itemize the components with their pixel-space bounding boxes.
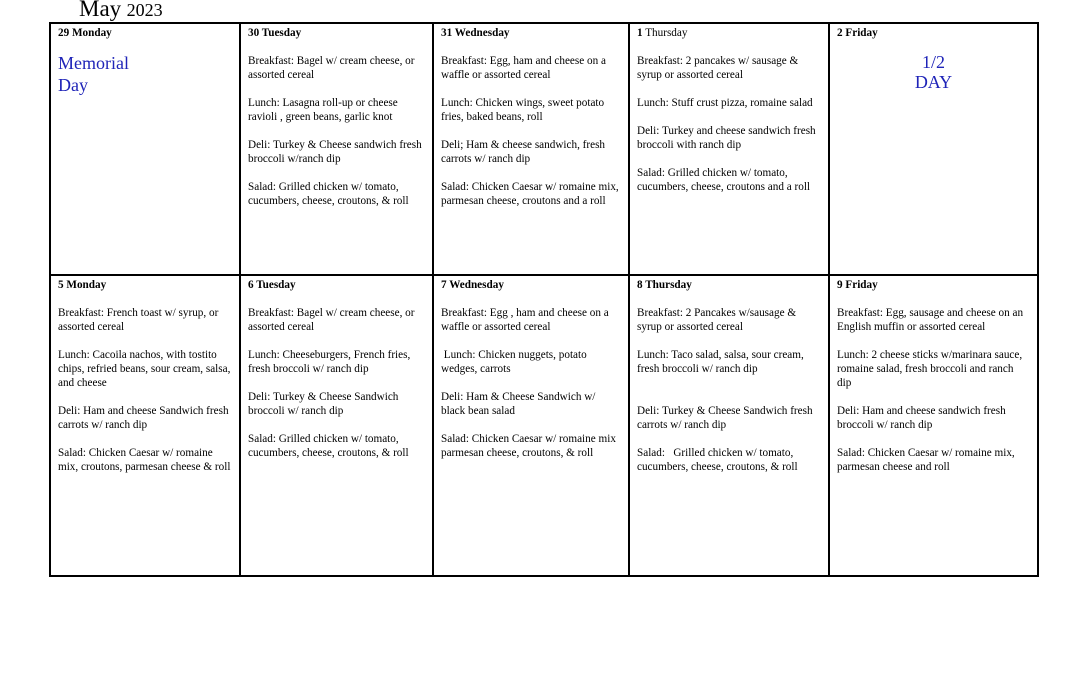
day-cell-9 (829, 275, 1038, 576)
breakfast-item: Breakfast: 2 pancakes w/ sausage & syrup or assorted cereal (637, 55, 799, 81)
day-cell-7 (433, 275, 629, 576)
deli-item: Deli: Turkey & Cheese Sandwich broccoli w/ ranch dip (248, 391, 399, 417)
salad-item: Salad: Chicken Caesar w/ romaine mix, parmesan cheese and roll (837, 447, 1015, 473)
menu-calendar (49, 22, 1039, 577)
title-month: May (79, 0, 122, 21)
day-header: 29 Monday (58, 27, 112, 39)
day-header: 7 Wednesday (441, 279, 504, 291)
deli-item: Deli: Ham & Cheese Sandwich w/ black bean salad (441, 391, 596, 417)
breakfast-item: Breakfast: 2 Pancakes w/sausage & syrup or assorted cereal (637, 307, 797, 333)
lunch-item: Lunch: Lasagna roll-up or cheese ravioli , green beans, garlic knot (248, 97, 398, 123)
salad-item: Salad: Chicken Caesar w/ romaine mix parmesan cheese, croutons, & roll (441, 433, 616, 459)
day-cell-2 (829, 23, 1038, 275)
breakfast-item: Breakfast: French toast w/ syrup, or assorted cereal (58, 307, 219, 333)
lunch-item: Lunch: Cheeseburgers, French fries, fresh broccoli w/ ranch dip (248, 349, 411, 375)
day-header: 8 Thursday (637, 279, 692, 291)
lunch-item: Lunch: Chicken nuggets, potato wedges, carrots (441, 349, 590, 375)
salad-item: Salad: Grilled chicken w/ tomato, cucumbers, cheese, croutons, & roll (248, 181, 409, 207)
lunch-item: Lunch: Cacoila nachos, with tostito chips, refried beans, sour cream, salsa, and cheese (58, 349, 231, 389)
day-cell-30 (240, 23, 433, 275)
breakfast-item: Breakfast: Egg, ham and cheese on a waffle or assorted cereal (441, 55, 606, 81)
salad-item: Salad: Chicken Caesar w/ romaine mix, parmesan cheese, croutons and a roll (441, 181, 619, 207)
deli-item: Deli: Turkey and cheese sandwich fresh broccoli with ranch dip (637, 125, 816, 151)
day-header: 6 Tuesday (248, 279, 296, 291)
salad-item: Salad: Grilled chicken w/ tomato, cucumbers, cheese, croutons, & roll (248, 433, 409, 459)
breakfast-item: Breakfast: Egg, sausage and cheese on an English muffin or assorted cereal (837, 307, 1024, 333)
breakfast-item: Breakfast: Egg , ham and cheese on a waffle or assorted cereal (441, 307, 609, 333)
page-title (79, 0, 163, 23)
holiday-label: Memorial Day (58, 53, 129, 95)
week-row (50, 23, 1038, 275)
deli-item: Deli: Turkey & Cheese sandwich fresh broccoli w/ranch dip (248, 139, 422, 165)
salad-item: Salad: Grilled chicken w/ tomato, cucumbers, cheese, croutons, & roll (637, 447, 798, 473)
lunch-item: Lunch: Taco salad, salsa, sour cream, fresh broccoli w/ ranch dip (637, 349, 804, 375)
breakfast-item: Breakfast: Bagel w/ cream cheese, or assorted cereal (248, 307, 415, 333)
day-header: 1 Thursday (637, 27, 688, 39)
day-cell-8 (629, 275, 829, 576)
day-header: 2 Friday (837, 27, 878, 39)
day-cell-31 (433, 23, 629, 275)
day-header: 31 Wednesday (441, 27, 510, 39)
lunch-item: Lunch: Chicken wings, sweet potato fries, baked beans, roll (441, 97, 605, 123)
salad-item: Salad: Grilled chicken w/ tomato, cucumbers, cheese, croutons and a roll (637, 167, 811, 193)
lunch-item: Lunch: Stuff crust pizza, romaine salad (637, 97, 813, 109)
deli-item: Deli; Ham & cheese sandwich, fresh carrots w/ ranch dip (441, 139, 606, 165)
day-cell-1 (629, 23, 829, 275)
day-cell-5 (50, 275, 240, 576)
day-header: 9 Friday (837, 279, 878, 291)
deli-item: Deli: Ham and cheese sandwich fresh broccoli w/ ranch dip (837, 405, 1006, 431)
deli-item: Deli: Turkey & Cheese Sandwich fresh carrots w/ ranch dip (637, 405, 813, 431)
salad-item: Salad: Chicken Caesar w/ romaine mix, croutons, parmesan cheese & roll (58, 447, 231, 473)
day-header: 5 Monday (58, 279, 107, 291)
week-row (50, 275, 1038, 576)
breakfast-item: Breakfast: Bagel w/ cream cheese, or assorted cereal (248, 55, 415, 81)
deli-item: Deli: Ham and cheese Sandwich fresh carrots w/ ranch dip (58, 405, 229, 431)
holiday-label: 1/2 DAY (914, 52, 953, 92)
lunch-item: Lunch: 2 cheese sticks w/marinara sauce, romaine salad, fresh broccoli and ranch dip (837, 349, 1023, 389)
day-cell-29 (50, 23, 240, 275)
day-cell-6 (240, 275, 433, 576)
title-year: 2023 (126, 0, 163, 20)
day-header: 30 Tuesday (248, 27, 302, 39)
